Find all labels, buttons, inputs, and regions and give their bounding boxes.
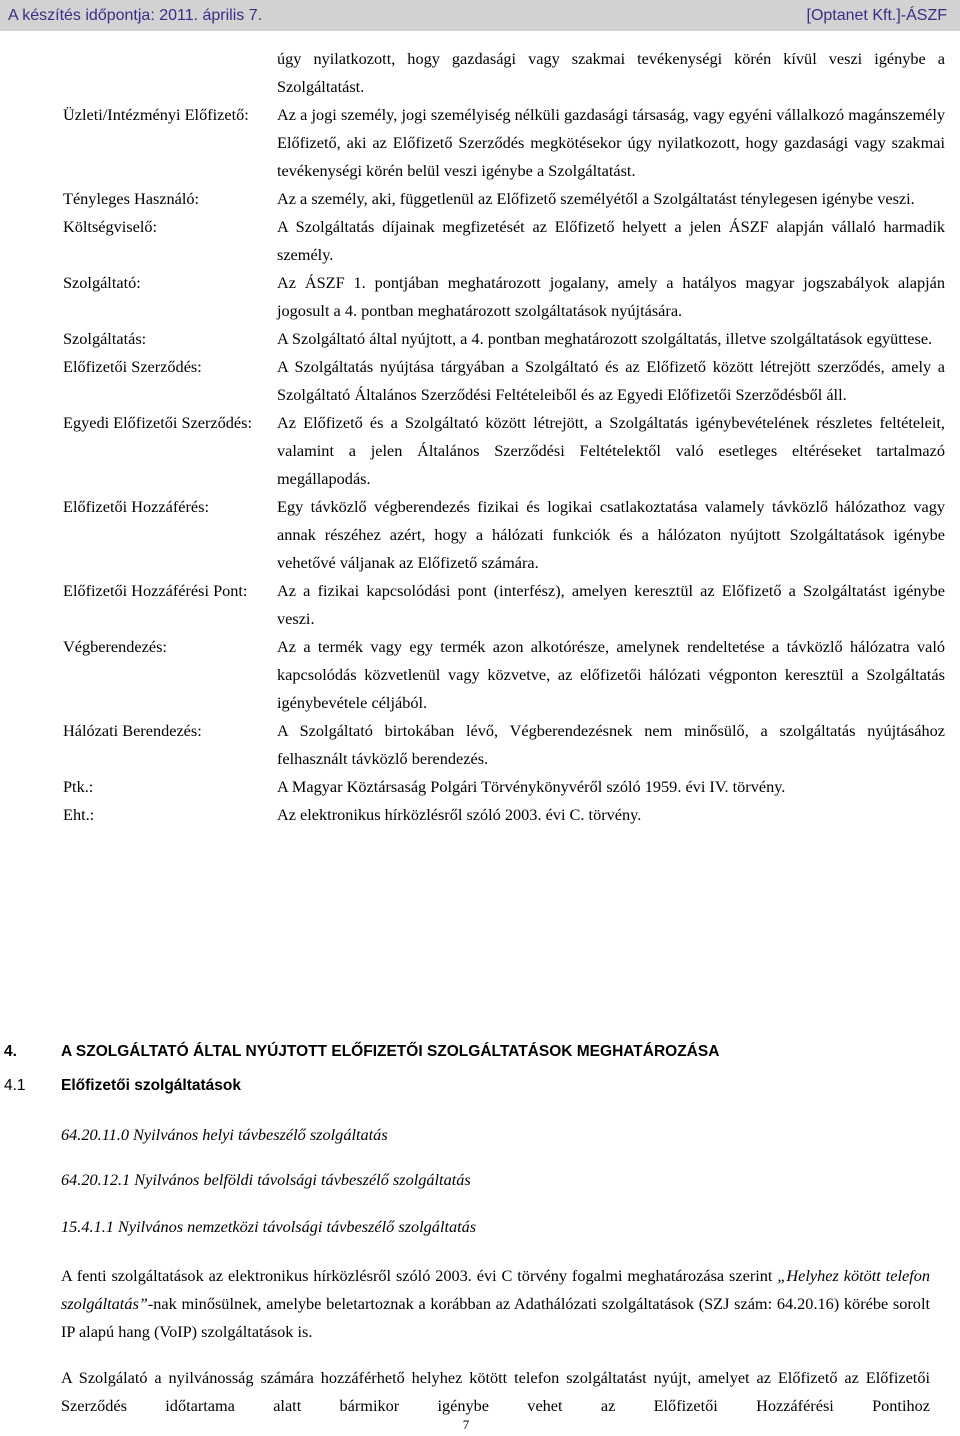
definition-row <box>63 213 945 269</box>
definition-row <box>63 801 945 829</box>
page-number: 7 <box>462 1417 470 1432</box>
definition-term: Előfizetői Hozzáférés: <box>63 497 209 516</box>
definition-term: Üzleti/Intézményi Előfizető: <box>63 105 249 124</box>
service-provision-paragraph: A Szolgálató a nyilvánosság számára hozzáférhető helyhez kötött telefon szolgáltatást nyújt, amelyet az Előfizető az Előfizetői Szerződés időtartama alatt bármikor igénybe vehet az Előfizetői Hozzáférési Pontihoz <box>61 1368 930 1415</box>
definition-description: A Szolgáltató által nyújtott, a 4. pontban meghatározott szolgáltatás, illetve szolgáltatások együttese. <box>277 329 933 348</box>
section-title: A SZOLGÁLTATÓ ÁLTAL NYÚJTOTT ELŐFIZETŐI SZOLGÁLTATÁSOK MEGHATÁROZÁSA <box>61 1043 720 1060</box>
definition-description: Az elektronikus hírközlésről szóló 2003. évi C. törvény. <box>277 805 642 824</box>
definition-description: Az a jogi személy, jogi személyiség nélküli gazdasági társaság, vagy egyéni vállalkozó magánszemély Előfizető, aki az Előfizető Szerződés megkötésekor úgy nyilatkozott, hogy gazdasági vagy szakmai tevékenységi körén belül veszi igénybe a Szolgáltatást. <box>277 105 945 180</box>
definitions-list <box>63 101 945 829</box>
continued-definition-text: úgy nyilatkozott, hogy gazdasági vagy szakmai tevékenységi körén kívül veszi igénybe a Szolgáltatást. <box>277 49 945 96</box>
definition-term: Szolgáltató: <box>63 273 141 292</box>
definition-row <box>63 409 945 493</box>
definition-description: A Szolgáltató birtokában lévő, Végberendezésnek nem minősülő, a szolgáltatás nyújtásához felhasznált távközlő berendezés. <box>277 721 945 768</box>
definition-term: Tényleges Használó: <box>63 189 200 208</box>
definition-term: Szolgáltatás: <box>63 329 147 348</box>
definition-description: Az a termék vagy egy termék azon alkotórésze, amelynek rendeltetése a távközlő hálózatra való kapcsolódás közvetlenül vagy közvetve, az előfizetői hálózati végponton keresztül a Szolgáltatás igénybevétele céljából. <box>277 637 945 712</box>
service-item: 64.20.11.0 Nyilvános helyi távbeszélő szolgáltatás <box>61 1125 388 1144</box>
definition-term: Költségviselő: <box>63 217 158 236</box>
definition-term: Eht.: <box>63 805 95 824</box>
definition-description: A Szolgáltatás díjainak megfizetését az Előfizető helyett a jelen ÁSZF alapján vállaló harmadik személy. <box>277 217 945 264</box>
subsection-heading <box>4 1072 944 1100</box>
services-note-paragraph <box>61 1262 930 1346</box>
definition-term: Hálózati Berendezés: <box>63 721 202 740</box>
definition-row <box>63 185 945 213</box>
definition-description: A Magyar Köztársaság Polgári Törvénykönyvéről szóló 1959. évi IV. törvény. <box>277 777 786 796</box>
definition-term: Végberendezés: <box>63 637 167 656</box>
paragraph-text: A fenti szolgáltatások az elektronikus hírközlésről szóló 2003. évi C törvény fogalmi meghatározása szerint <box>61 1266 778 1285</box>
section-number: 4. <box>4 1043 17 1060</box>
definition-description: Az Előfizető és a Szolgáltató között létrejött, a Szolgáltatás igénybevételének részletes feltételeit, valamint a jelen Általános Szerződési Feltételektől való esetleges eltéréseket tartalmazó megállapodás. <box>277 413 945 488</box>
paragraph-text: -nak minősülnek, amelybe beletartoznak a korábban az Adathálózati szolgáltatások (SZJ szám: 64.20.16) körébe sorolt IP alapú hang (VoIP) szolgáltatások is. <box>61 1294 930 1341</box>
definition-row <box>63 325 945 353</box>
definition-description: Az a személy, aki, függetlenül az Előfizető személyétől a Szolgáltatást ténylegesen igénybe veszi. <box>277 189 915 208</box>
service-item: 64.20.12.1 Nyilvános belföldi távolsági távbeszélő szolgáltatás <box>61 1170 471 1189</box>
definition-term: Egyedi Előfizetői Szerződés: <box>63 413 252 432</box>
definition-row <box>63 101 945 185</box>
creation-date: A készítés időpontja: 2011. április 7. <box>8 7 263 24</box>
page-header <box>0 0 960 31</box>
definition-term: Előfizetői Szerződés: <box>63 357 202 376</box>
definition-term: Ptk.: <box>63 777 94 796</box>
definition-description: Az ÁSZF 1. pontjában meghatározott jogalany, amely a hatályos magyar jogszabályok alapján jogosult a 4. pontban meghatározott szolgáltatások nyújtására. <box>277 273 945 320</box>
definition-row <box>63 269 945 325</box>
quoted-term: „Helyhez kötött telefon szolgáltatás” <box>61 1266 930 1313</box>
definition-row <box>63 353 945 409</box>
definition-term: Előfizetői Hozzáférési Pont: <box>63 581 248 600</box>
subsection-number: 4.1 <box>4 1077 26 1094</box>
definition-description: Az a fizikai kapcsolódási pont (interfész), amelyen keresztül az Előfizető a Szolgáltatást igénybe veszi. <box>277 581 945 628</box>
section-heading <box>4 1038 944 1066</box>
definition-description: A Szolgáltatás nyújtása tárgyában a Szolgáltató és az Előfizető között létrejött szerződés, amely a Szolgáltató Általános Szerződési Feltételeiből és az Egyedi Előfizetői Szerződésből áll. <box>277 357 945 404</box>
definition-row <box>63 773 945 801</box>
document-id: [Optanet Kft.]-ÁSZF <box>806 7 947 24</box>
definition-row <box>63 493 945 577</box>
service-item: 15.4.1.1 Nyilvános nemzetközi távolsági távbeszélő szolgáltatás <box>61 1217 477 1236</box>
definition-row <box>63 717 945 773</box>
definition-row <box>63 633 945 717</box>
definition-description: Egy távközlő végberendezés fizikai és logikai csatlakoztatása valamely távközlő hálózathoz vagy annak részéhez azért, hogy a hálózati funkciók és a hálózaton nyújtott Szolgáltatások igénybe vehetővé váljanak az Előfizető számára. <box>277 497 945 572</box>
definition-row <box>63 577 945 633</box>
subsection-title: Előfizetői szolgáltatások <box>61 1077 242 1094</box>
